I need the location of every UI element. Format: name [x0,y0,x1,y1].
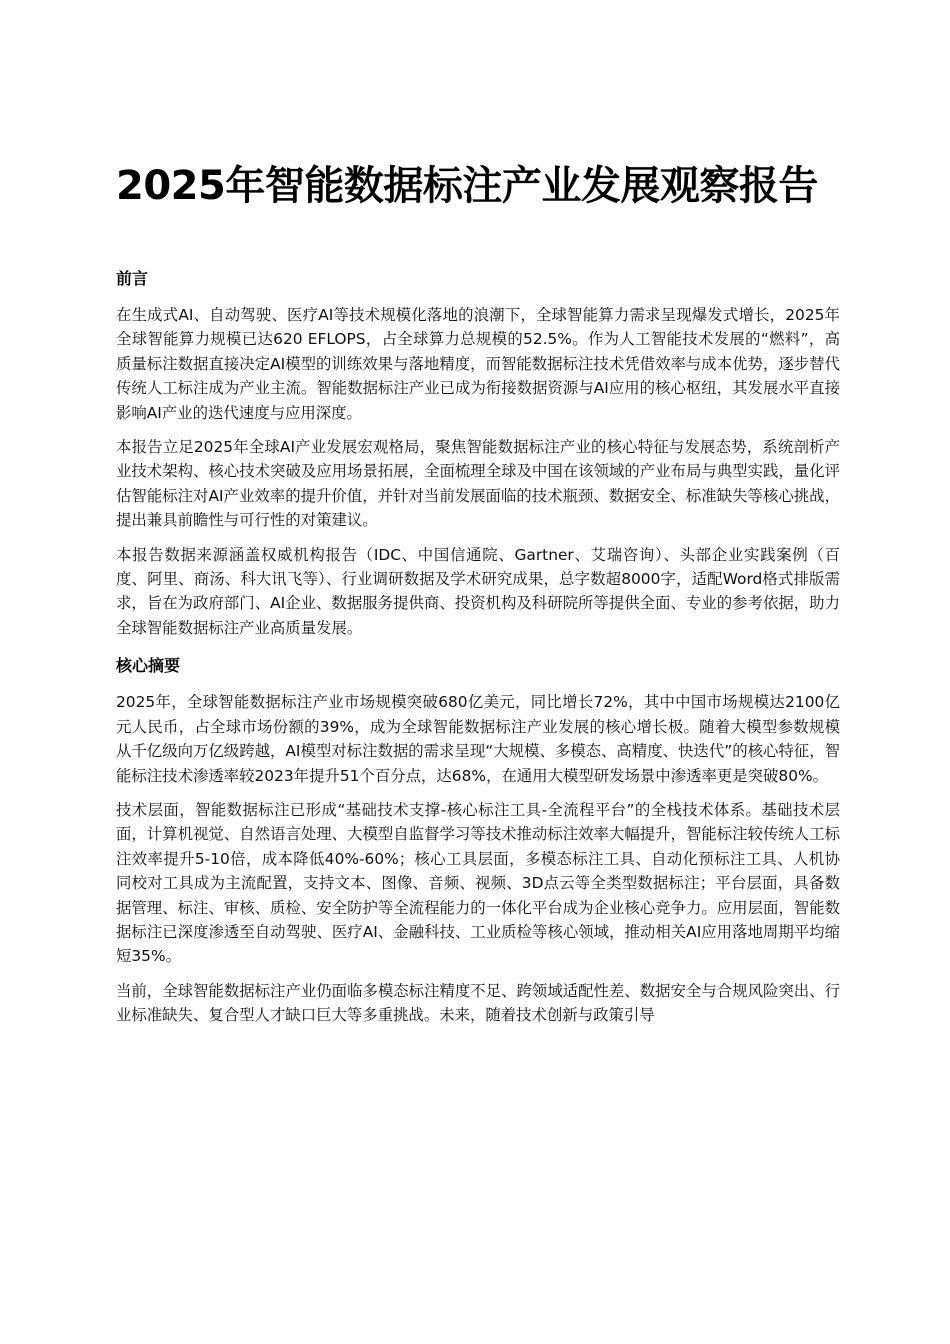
section-heading-core-summary: 核心摘要 [116,656,181,676]
document-title: 2025年智能数据标注产业发展观察报告 [116,163,818,209]
summary-paragraph: 当前，全球智能数据标注产业仍面临多模态标注精度不足、跨领域适配性差、数据安全与合规风险突出、行业标准缺失、复合型人才缺口巨大等多重挑战。未来，随着技术创新与政策引导 [116,981,840,1025]
section-core-summary [116,654,840,1027]
section-preface [116,267,840,640]
document-page [116,0,840,1028]
summary-paragraph: 技术层面，智能数据标注已形成“基础技术支撑-核心标注工具-全流程平台”的全栈技术体系。基础技术层面，计算机视觉、自然语言处理、大模型自监督学习等技术推动标注效率大幅提升，智能标注较传统人工标注效率提升5-10倍，成本降低40%-60%；核心工具层面，多模态标注工具、自动化预标注工具、人机协同校对工具成为主流配置，支持文本、图像、音频、视频、3D点云等全类型数据标注；平台层面，具备数据管理、标注、审核、质检、安全防护等全流程能力的一体化平台成为企业核心竞争力。应用层面，智能数据标注已深度渗透至自动驾驶、医疗AI、金融科技、工业质检等核心领域，推动相关AI应用落地周期平均缩短35%。 [116,800,840,966]
summary-paragraph: 2025年，全球智能数据标注产业市场规模突破680亿美元，同比增长72%，其中中国市场规模达2100亿元人民币，占全球市场份额的39%，成为全球智能数据标注产业发展的核心增长极。随着大模型参数规模从千亿级向万亿级跨越，AI模型对标注数据的需求呈现“大规模、多模态、高精度、快迭代”的核心特征，智能标注技术渗透率较2023年提升51个百分点，达68%，在通用大模型研发场景中渗透率更是突破80%。 [116,693,840,785]
preface-paragraph: 本报告立足2025年全球AI产业发展宏观格局，聚焦智能数据标注产业的核心特征与发展态势，系统剖析产业技术架构、核心技术突破及应用场景拓展，全面梳理全球及中国在该领域的产业布局与典型实践，量化评估智能标注对AI产业效率的提升价值，并针对当前发展面临的技术瓶颈、数据安全、标准缺失等核心挑战，提出兼具前瞻性与可行性的对策建议。 [116,438,840,530]
preface-paragraph: 本报告数据来源涵盖权威机构报告（IDC、中国信通院、Gartner、艾瑞咨询）、头部企业实践案例（百度、阿里、商汤、科大讯飞等）、行业调研数据及学术研究成果，总字数超8000字，适配Word格式排版需求，旨在为政府部门、AI企业、数据服务提供商、投资机构及科研院所等提供全面、专业的参考依据，助力全球智能数据标注产业高质量发展。 [116,545,840,637]
preface-paragraph: 在生成式AI、自动驾驶、医疗AI等技术规模化落地的浪潮下，全球智能算力需求呈现爆发式增长，2025年全球智能算力规模已达620 EFLOPS，占全球算力总规模的52.5%。作为人工智能技术发展的“燃料”，高质量标注数据直接决定AI模型的训练效果与落地精度，而智能数据标注技术凭借效率与成本优势，逐步替代传统人工标注成为产业主流。智能数据标注产业已成为衔接数据资源与AI应用的核心枢纽，其发展水平直接影响AI产业的迭代速度与应用深度。 [116,306,840,422]
section-heading-preface: 前言 [116,269,149,288]
